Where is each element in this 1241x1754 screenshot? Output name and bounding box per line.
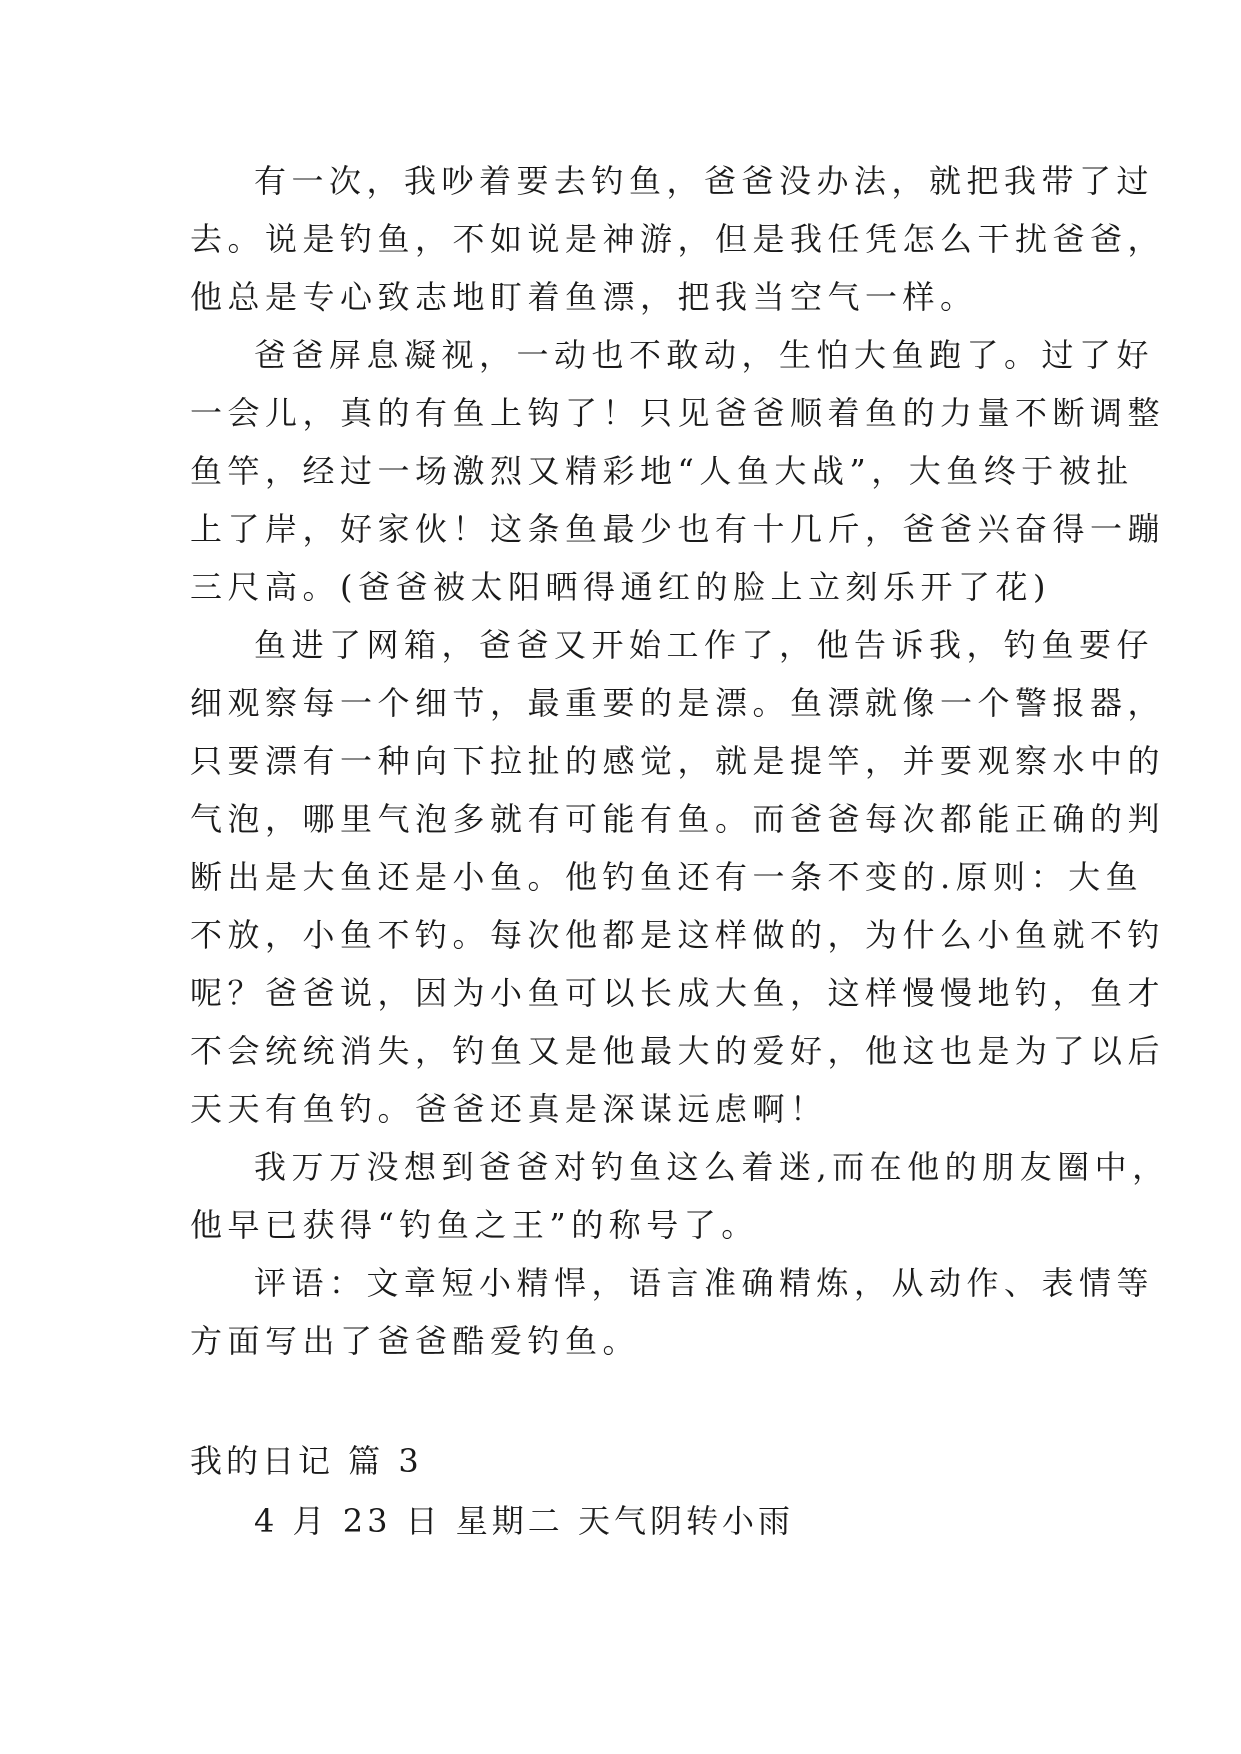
paragraph-line: 呢？爸爸说，因为小鱼可以长成大鱼，这样慢慢地钓，鱼才 xyxy=(190,974,1166,1012)
paragraph-line: 他早已获得“钓鱼之王”的称号了。 xyxy=(190,1206,759,1244)
paragraph-line: 细观察每一个细节，最重要的是漂。鱼漂就像一个警报器， xyxy=(190,684,1166,722)
paragraph-line: 三尺高。(爸爸被太阳晒得通红的脸上立刻乐开了花) xyxy=(190,568,1051,606)
paragraph-1 xyxy=(190,152,1166,326)
paragraph-3 xyxy=(190,616,1166,1138)
paragraph-line: 不放，小鱼不钓。每次他都是这样做的，为什么小鱼就不钓 xyxy=(190,916,1166,954)
paragraph-line: 一会儿，真的有鱼上钩了！只见爸爸顺着鱼的力量不断调整 xyxy=(190,394,1166,432)
paragraph-5-comment xyxy=(190,1254,1155,1370)
paragraph-line: 天天有鱼钓。爸爸还真是深谋远虑啊！ xyxy=(190,1090,828,1128)
paragraph-line: 只要漂有一种向下拉扯的感觉，就是提竿，并要观察水中的 xyxy=(190,742,1166,780)
paragraph-line: 断出是大鱼还是小鱼。他钓鱼还有一条不变的.原则：大鱼 xyxy=(190,858,1144,896)
paragraph-4 xyxy=(190,1138,1170,1254)
paragraph-line: 气泡，哪里气泡多就有可能有鱼。而爸爸每次都能正确的判 xyxy=(190,800,1166,838)
paragraph-line: 不会统统消失，钓鱼又是他最大的爱好，他这也是为了以后 xyxy=(190,1032,1166,1070)
paragraph-line: 鱼进了网箱，爸爸又开始工作了，他告诉我，钓鱼要仔 xyxy=(254,626,1155,664)
paragraph-line: 评语：文章短小精悍，语言准确精炼，从动作、表情等 xyxy=(254,1264,1155,1302)
paragraph-line: 爸爸屏息凝视，一动也不敢动，生怕大鱼跑了。过了好 xyxy=(254,336,1155,374)
paragraph-line: 方面写出了爸爸酷爱钓鱼。 xyxy=(190,1322,641,1360)
paragraph-line: 上了岸，好家伙！这条鱼最少也有十几斤，爸爸兴奋得一蹦 xyxy=(190,510,1166,548)
section-heading: 我的日记 篇 3 xyxy=(190,1442,423,1480)
paragraph-line: 鱼竿，经过一场激烈又精彩地“人鱼大战”，大鱼终于被扯 xyxy=(190,452,1134,490)
diary-dateline: 4 月 23 日 星期二 天气阴转小雨 xyxy=(254,1502,794,1540)
paragraph-line: 有一次，我吵着要去钓鱼，爸爸没办法，就把我带了过 xyxy=(254,162,1155,200)
paragraph-line: 去。说是钓鱼，不如说是神游，但是我任凭怎么干扰爸爸， xyxy=(190,220,1166,258)
paragraph-2 xyxy=(190,326,1166,616)
paragraph-line: 我万万没想到爸爸对钓鱼这么着迷,而在他的朋友圈中， xyxy=(254,1148,1170,1186)
paragraph-line: 他总是专心致志地盯着鱼漂，把我当空气一样。 xyxy=(190,278,978,316)
